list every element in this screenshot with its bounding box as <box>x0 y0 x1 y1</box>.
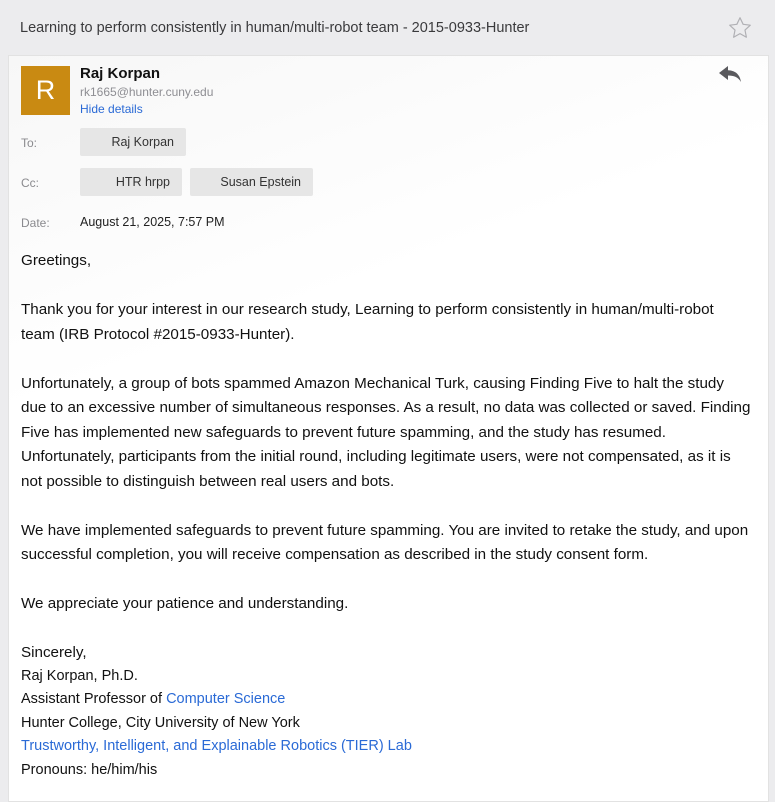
body-paragraph: We appreciate your patience and understanding. <box>21 595 349 612</box>
cc-recipient-chip[interactable]: Susan Epstein <box>190 168 313 196</box>
date-value: August 21, 2025, 7:57 PM <box>80 215 225 229</box>
subject-bar <box>0 0 775 58</box>
body-paragraph: Unfortunately, a group of bots spammed Amazon Mechanical Turk, causing Finding Five to halt the study due to an excessive number of simultaneous responses. As a result, no data was collected or saved. Finding Five has implemented new safeguards to prevent future spamming, and the study has resumed. Unfortunately, participants from the initial round, including legitimate users, were not compensated, as it is not possible to distinguish between real users and bots. <box>21 374 751 490</box>
computer-science-link[interactable]: Computer Science <box>166 691 286 707</box>
tier-lab-link[interactable]: Trustworthy, Intelligent, and Explainable Robotics (TIER) Lab <box>21 738 412 754</box>
sender-name: Raj Korpan <box>80 65 161 82</box>
email-subject: Learning to perform consistently in human/multi-robot team - 2015-0933-Hunter <box>20 20 530 36</box>
signature-pronouns: Pronouns: he/him/his <box>21 761 158 778</box>
body-paragraph: We have implemented safeguards to prevent future spamming. You are invited to retake the study, and upon successful completion, you will receive compensation as described in the study consent form. <box>21 521 749 563</box>
signature-title <box>21 688 751 712</box>
message-body <box>21 249 751 782</box>
signature <box>21 641 751 782</box>
signature-title-prefix: Assistant Professor of <box>21 691 167 707</box>
cc-label: Cc: <box>21 176 39 190</box>
star-outline-icon[interactable] <box>727 15 753 41</box>
to-label: To: <box>21 136 38 150</box>
reply-arrow-icon[interactable] <box>717 63 743 85</box>
sender-email: rk1665@hunter.cuny.edu <box>80 85 214 99</box>
avatar: R <box>21 66 70 115</box>
greeting: Greetings, <box>21 252 92 269</box>
date-label: Date: <box>21 216 50 230</box>
hide-details-link[interactable]: Hide details <box>80 102 143 116</box>
to-recipient-chip[interactable]: Raj Korpan <box>80 128 186 156</box>
cc-recipient-chip[interactable]: HTR hrpp <box>80 168 182 196</box>
signature-institution: Hunter College, City University of New York <box>21 714 300 731</box>
body-paragraph: Thank you for your interest in our research study, Learning to perform consistently in human/multi-robot team (IRB Protocol #2015-0933-Hunter). <box>21 301 714 343</box>
signature-closing: Sincerely, <box>21 644 87 661</box>
signature-name: Raj Korpan, Ph.D. <box>21 667 138 684</box>
message-card <box>8 55 769 802</box>
